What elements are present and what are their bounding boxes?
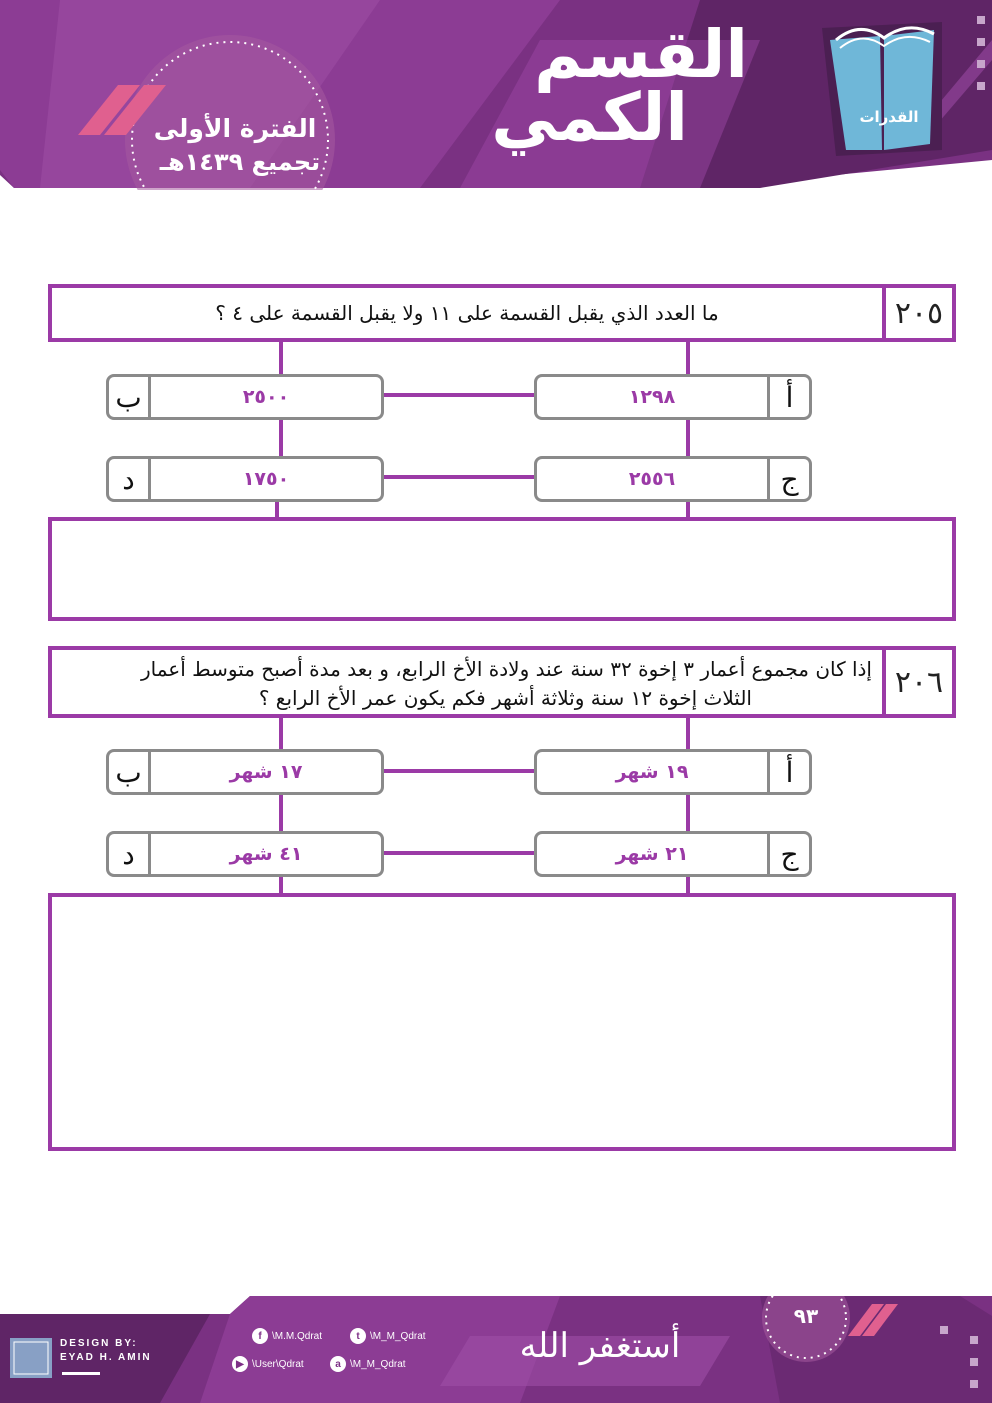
answer-area[interactable]	[48, 893, 956, 1151]
option-b[interactable]	[106, 374, 384, 420]
design-by-label: DESIGN BY:	[60, 1338, 138, 1349]
option-letter: ج	[767, 834, 809, 874]
question-text-line1: إذا كان مجموع أعمار ٣ إخوة ٣٢ سنة عند ولادة الأخ الرابع، و بعد مدة أصبح متوسط أعمار	[140, 657, 872, 681]
option-c[interactable]	[534, 456, 812, 502]
option-d[interactable]	[106, 456, 384, 502]
connector-line	[384, 851, 536, 855]
option-letter: أ	[767, 377, 809, 417]
youtube-handle: \User\Qdrat	[252, 1358, 304, 1370]
question-text: ما العدد الذي يقبل القسمة على ١١ ولا يقبل القسمة على ٤ ؟	[215, 301, 719, 325]
option-letter: أ	[767, 752, 809, 792]
youtube-link[interactable]	[232, 1356, 304, 1372]
facebook-link[interactable]	[252, 1328, 322, 1344]
connector-line	[384, 393, 536, 397]
designer-name: EYAD H. AMIN	[60, 1352, 152, 1363]
period-label: الفترة الأولى	[153, 114, 317, 143]
book-logo-icon	[822, 22, 942, 156]
option-a[interactable]	[534, 749, 812, 795]
twitter-link[interactable]	[350, 1328, 426, 1344]
option-c[interactable]	[534, 831, 812, 877]
option-letter: ج	[767, 459, 809, 499]
option-value: ٢٥٥٦	[628, 468, 676, 490]
designer-logo-icon	[10, 1338, 52, 1378]
option-value: ٢٥٠٠	[242, 386, 290, 408]
connector-line	[279, 418, 283, 460]
connector-line	[384, 475, 536, 479]
option-d[interactable]	[106, 831, 384, 877]
logo-text: القدرات	[859, 108, 919, 126]
footer-background	[0, 1296, 992, 1403]
option-letter: ب	[109, 377, 151, 417]
answer-area[interactable]	[48, 517, 956, 621]
header-title-line1: القسم	[534, 16, 748, 93]
connector-line	[686, 418, 690, 460]
twitter-icon: t	[350, 1328, 366, 1344]
connector-line	[686, 794, 690, 836]
connector-line	[279, 342, 283, 378]
connector-line	[279, 794, 283, 836]
page-footer	[0, 1296, 992, 1403]
option-value: ١٩ شهر	[615, 761, 689, 783]
header-title-line2: الكمي	[491, 79, 688, 156]
option-value: ٢١ شهر	[615, 843, 689, 865]
calligraphy-text: أستغفر الله	[519, 1326, 681, 1366]
connector-line	[686, 342, 690, 378]
option-value: ١٧ شهر	[229, 761, 303, 783]
ask-handle: \M_M_Qdrat	[350, 1358, 406, 1370]
question-text-line2: الثلاث إخوة ١٢ سنة وثلاثة أشهر فكم يكون عمر الأخ الرابع ؟	[258, 686, 752, 710]
page-header	[0, 0, 992, 190]
question-number: ٢٠٥	[882, 288, 952, 338]
option-letter: ب	[109, 752, 151, 792]
option-letter: د	[109, 459, 151, 499]
option-value: ٤١ شهر	[229, 843, 303, 865]
page-number: ٩٣	[793, 1304, 819, 1328]
connector-line	[384, 769, 536, 773]
ask-icon: a	[330, 1356, 346, 1372]
question-number: ٢٠٦	[882, 650, 952, 714]
facebook-icon: f	[252, 1328, 268, 1344]
question-box	[48, 646, 956, 718]
option-value: ١٢٩٨	[628, 386, 676, 408]
option-value: ١٧٥٠	[242, 468, 290, 490]
facebook-handle: \M.M.Qdrat	[272, 1330, 323, 1342]
option-a[interactable]	[534, 374, 812, 420]
option-letter: د	[109, 834, 151, 874]
question-box	[48, 284, 956, 342]
ask-link[interactable]	[330, 1356, 406, 1372]
youtube-icon: ▶	[232, 1356, 248, 1372]
collection-label: تجميع ١٤٣٩هـ	[159, 148, 321, 176]
option-b[interactable]	[106, 749, 384, 795]
twitter-handle: \M_M_Qdrat	[370, 1330, 426, 1342]
